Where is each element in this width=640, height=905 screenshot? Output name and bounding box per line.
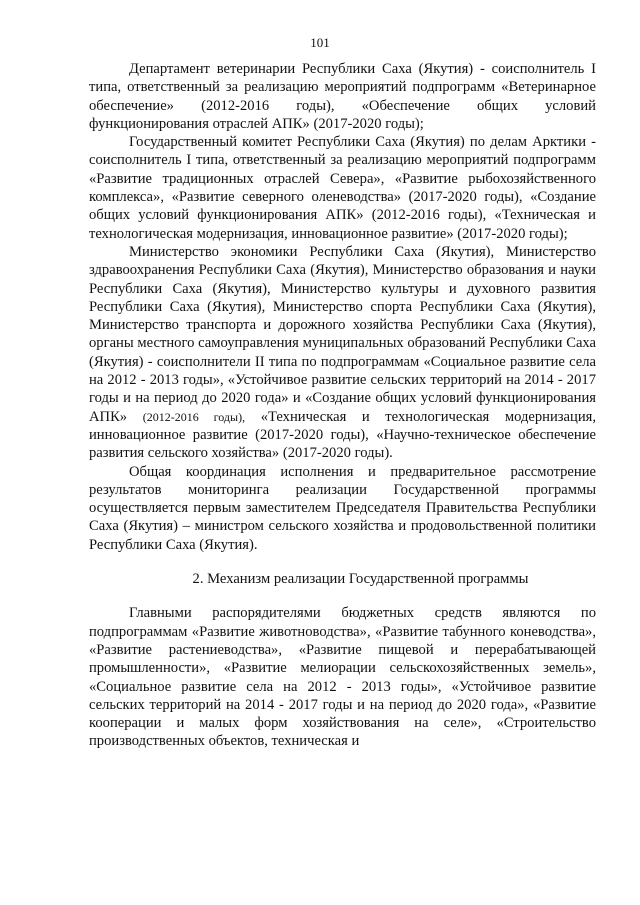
paragraph-coordination: Общая координация исполнения и предварительное рассмотрение результатов мониторинга реализации Государственной программы осуществляется первым заместителем Председателя Правительства Республики Саха (Якутия) – министром сельского хозяйства и продовольственной политики Республики Саха (Якутия).: [89, 463, 596, 553]
page-number: 101: [310, 35, 330, 50]
section-heading: 2. Механизм реализации Государственной программы: [192, 571, 529, 588]
paragraph-ministries-years: (2012-2016 годы),: [142, 409, 246, 424]
paragraph-budget-managers: Главными распорядителями бюджетных средств являются по подпрограммам «Развитие животноводства», «Развитие табунного коневодства», «Развитие растениеводства», «Развитие пищевой и перерабатывающей промышленности», «Развитие мелиорации сельскохозяйственных земель», «Социальное развитие села на 2012 - 2013 годы», «Устойчивое развитие сельских территорий на 2014 - 2017 годы и на период до 2020 года», «Развитие кооперации и малых форм хозяйствования на селе», «Строительство производственных объектов, техническая и: [89, 605, 596, 750]
paragraph-ministries: [89, 243, 596, 463]
paragraph-ministries-main: Министерство экономики Республики Саха (Якутия), Министерство здравоохранения Республики Саха (Якутия), Министерство образования и науки Республики Саха (Якутия), Министерство культуры и духовного развития Республики Саха (Якутия), Министерство спорта Республики Саха (Якутия), Министерство транспорта и дорожного хозяйства Республики Саха (Якутия), органы местного самоуправления муниципальных образований Республики Саха (Якутия) - соисполнители II типа по подпрограммам «Социальное развитие села на 2012 - 2013 годы», «Устойчивое развитие сельских территорий на 2014 - 2017 годы и на период до 2020 года» и «Создание общих условий функционирования АПК»: [89, 243, 596, 425]
paragraph-vet-department: Департамент ветеринарии Республики Саха (Якутия) - соисполнитель I типа, ответственный за реализацию мероприятий подпрограмм «Ветеринарное обеспечение» (2012-2016 годы), «Обеспечение общих условий функционирования отраслей АПК» (2017-2020 годы);: [89, 61, 596, 132]
document-body: [89, 60, 596, 751]
paragraph-arctic-committee: Государственный комитет Республики Саха (Якутия) по делам Арктики - соисполнитель I типа, ответственный за реализацию мероприятий подпрограмм «Развитие традиционных отраслей Севера», «Развитие рыбохозяйственного комплекса», «Развитие северного оленеводства» (2017-2020 годы), «Создание общих условий функционирования АПК» (2012-2016 годы), «Техническая и технологическая модернизация, инновационное развитие» (2017-2020 годы);: [89, 134, 596, 242]
paragraph-ministries-tail: «Техническая и технологическая модернизация, инновационное развитие (2017-2020 годы), «Научно-техническое обеспечение развития сельского хозяйства» (2017-2020 годы).: [89, 408, 597, 462]
